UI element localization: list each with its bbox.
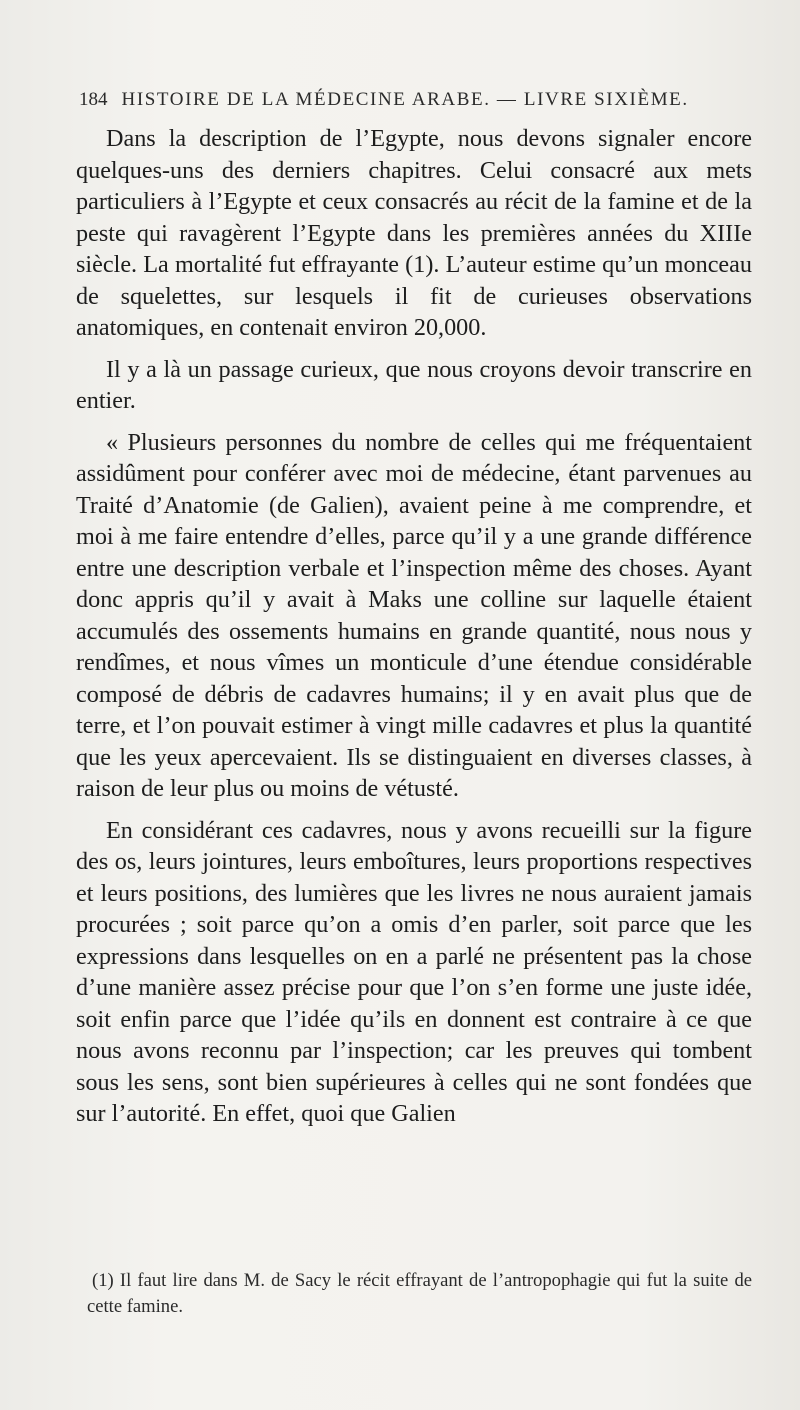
- running-head: [79, 89, 719, 111]
- paragraph-4: En considérant ces cadavres, nous y avons recueilli sur la figure des os, leurs jointures, leurs emboîtures, leurs proportions respectives et leurs positions, des lumières que les livres ne nous auraient jamais procurées ; soit parce qu’on a omis d’en parler, soit parce que les expressions dans lesquelles on en a parlé ne présentent pas la chose d’une manière assez précise pour que l’on s’en forme une juste idée, soit enfin parce que l’idée qu’ils en donnent est contraire à ce que nous avons reconnu par l’inspection; car les preuves qui tombent sous les sens, sont bien supérieures à celles qui ne sont fondées que sur l’autorité. En effet, quoi que Galien: [76, 816, 752, 1127]
- footnote-area: [87, 1268, 752, 1320]
- footnote: (1) Il faut lire dans M. de Sacy le récit effrayant de l’antropophagie qui fut la suite de cette famine.: [87, 1270, 752, 1317]
- paragraph-3: « Plusieurs personnes du nombre de celles qui me fréquentaient assidûment pour conférer avec moi de médecine, étant parvenues au Traité d’Anatomie (de Galien), avaient peine à me comprendre, et moi à me faire entendre d’elles, parce qu’il y a une grande différence entre une description verbale et l’inspection même des choses. Ayant donc appris qu’il y avait à Maks une colline sur laquelle étaient accumulés des ossements humains en grande quantité, nous nous y rendîmes, et nous vîmes un monticule d’une étendue considérable composé de débris de cadavres humains; il y en avait plus que de terre, et l’on pouvait estimer à vingt mille cadavres et plus la quantité que les yeux apercevaient. Ils se distinguaient en diverses classes, à raison de leur plus ou moins de vétusté.: [76, 428, 752, 802]
- paragraph-1: Dans la description de l’Egypte, nous devons signaler encore quelques-uns des derniers chapitres. Celui consacré aux mets particuliers à l’Egypte et ceux consacrés au récit de la famine et de la peste qui ravagèrent l’Egypte dans les premières années du XIIIe siècle. La mortalité fut effrayante (1). L’auteur estime qu’un monceau de squelettes, sur lesquels il fit de curieuses observations anatomiques, en contenait environ 20,000.: [76, 125, 752, 341]
- running-title: HISTOIRE DE LA MÉDECINE ARABE. — LIVRE SIXIÈME.: [121, 89, 689, 110]
- body-text: [76, 123, 752, 1130]
- page-number: 184: [79, 89, 108, 110]
- paragraph-2: Il y a là un passage curieux, que nous croyons devoir transcrire en entier.: [76, 355, 752, 414]
